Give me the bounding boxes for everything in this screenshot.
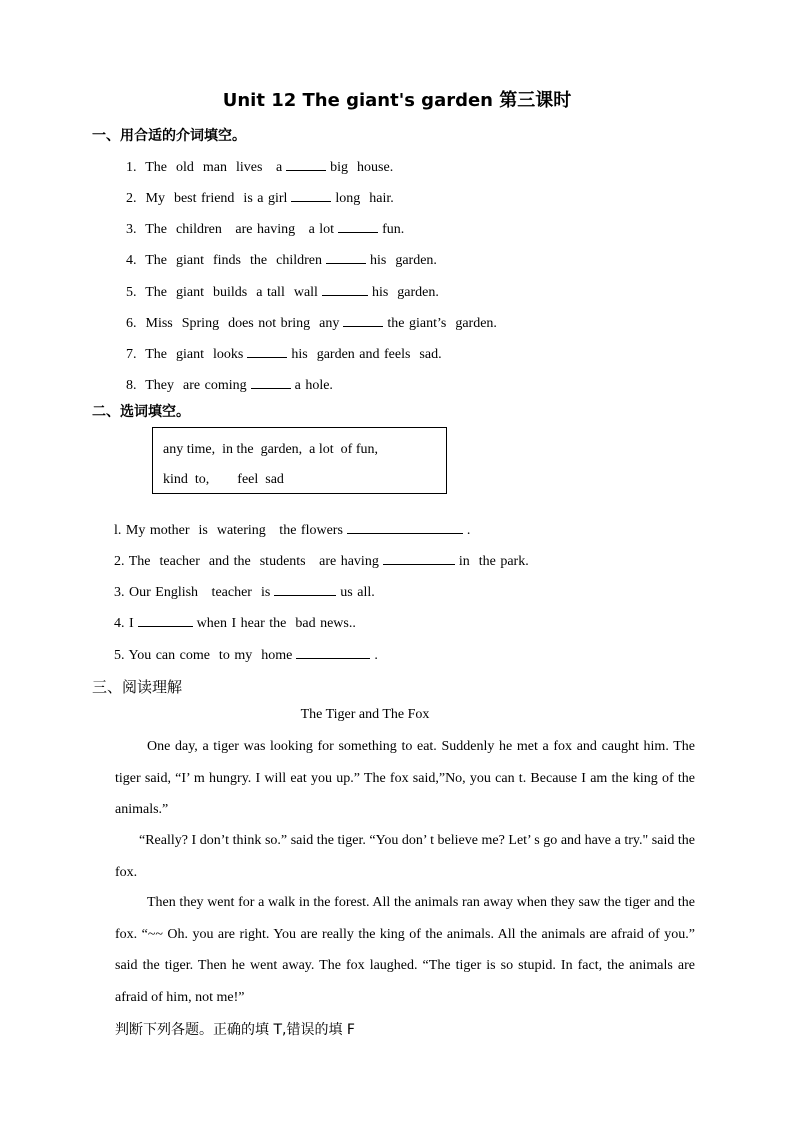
item-text-after: in the park. <box>458 554 529 569</box>
answer-blank[interactable] <box>326 251 366 264</box>
section3-heading: 三、阅读理解 <box>92 678 183 696</box>
item-text-before: 2. The teacher and the students are having <box>114 554 379 569</box>
item-number: 7. <box>126 347 146 362</box>
item-text-before: 5. You can come to my home <box>114 648 293 663</box>
item-text-before: They are coming <box>145 378 247 393</box>
word-bank-line-2: kind to, feel sad <box>163 472 284 487</box>
answer-blank[interactable] <box>251 376 291 389</box>
answer-blank[interactable] <box>286 158 326 171</box>
section1-item <box>126 314 497 332</box>
answer-blank[interactable] <box>338 220 378 233</box>
item-text-after: us all. <box>340 585 375 600</box>
section1-heading: 一、用合适的介词填空。 <box>92 128 246 144</box>
item-number: 1. <box>126 160 146 175</box>
item-text-before: The giant looks <box>145 347 244 362</box>
section1-item <box>126 251 437 269</box>
item-text-before: The giant builds a tall wall <box>145 285 318 300</box>
item-text-after: big house. <box>330 160 394 175</box>
item-text-after: . <box>466 523 471 538</box>
item-text-after: his garden and feels sad. <box>291 347 442 362</box>
item-number: 3. <box>126 222 146 237</box>
answer-blank[interactable] <box>291 189 331 202</box>
item-text-before: 4. I <box>114 616 134 631</box>
item-number: 4. <box>126 253 146 268</box>
section2-item <box>114 583 375 601</box>
section1-item <box>126 376 333 394</box>
section2-heading: 二、选词填空。 <box>92 404 190 420</box>
item-text-after: a hole. <box>294 378 333 393</box>
item-text-after: his garden. <box>369 253 437 268</box>
answer-blank[interactable] <box>383 552 455 565</box>
item-number: 5. <box>126 285 146 300</box>
answer-blank[interactable] <box>296 646 370 659</box>
story-paragraph-3: Then they went for a walk in the forest. All the animals ran away when they saw the tiger and the fox. “~~ Oh. you are right. You are really the king of the animals. All the animals are afraid of you.” said the tiger. Then he went away. The fox laughed. “The tiger is so stupid. In fact, the animals are afraid of him, not me!” <box>115 895 695 1005</box>
answer-blank[interactable] <box>274 583 336 596</box>
section2-item <box>114 552 529 570</box>
item-number: 2. <box>126 191 146 206</box>
word-bank-line-1: any time, in the garden, a lot of fun, <box>163 442 378 457</box>
section2-item <box>114 646 378 664</box>
page-title: Unit 12 The giant's garden 第三课时 <box>222 90 572 111</box>
story-paragraph-2: “Really? I don’t think so.” said the tiger. “You don’ t believe me? Let’ s go and have a try." said the fox. <box>115 833 695 880</box>
item-text-after: when I hear the bad news.. <box>196 616 356 631</box>
judge-instruction: 判断下列各题。正确的填 T,错误的填 F <box>115 1022 355 1038</box>
item-text-after: his garden. <box>371 285 439 300</box>
item-text-after: the giant’s garden. <box>387 316 497 331</box>
item-number: 6. <box>126 316 146 331</box>
section2-item <box>114 614 356 632</box>
item-text-after: long hair. <box>335 191 394 206</box>
section1-item <box>126 189 394 207</box>
story-paragraph-1: One day, a tiger was looking for something to eat. Suddenly he met a fox and caught him. The tiger said, “I’ m hungry. I will eat you up.” The fox said,”No, you can t. Because I am the king of the animals.” <box>115 739 695 817</box>
answer-blank[interactable] <box>322 283 368 296</box>
word-bank-box <box>152 427 447 494</box>
item-text-before: 3. Our English teacher is <box>114 585 271 600</box>
item-text-before: Miss Spring does not bring any <box>145 316 340 331</box>
section2-item <box>114 521 470 539</box>
item-text-after: fun. <box>382 222 405 237</box>
section1-item <box>126 283 439 301</box>
item-text-before: My best friend is a girl <box>145 191 288 206</box>
answer-blank[interactable] <box>347 521 463 534</box>
answer-blank[interactable] <box>343 314 383 327</box>
item-number: 8. <box>126 378 146 393</box>
answer-blank[interactable] <box>247 345 287 358</box>
section1-item <box>126 158 393 176</box>
item-text-before: The children are having a lot <box>145 222 335 237</box>
section1-item <box>126 345 442 363</box>
answer-blank[interactable] <box>138 614 193 627</box>
story-title: The Tiger and The Fox <box>300 707 430 722</box>
section1-item <box>126 220 404 238</box>
item-text-after: . <box>374 648 378 663</box>
item-text-before: The old man lives a <box>145 160 283 175</box>
item-text-before: l. My mother is watering the flowers <box>114 523 343 538</box>
item-text-before: The giant finds the children <box>145 253 322 268</box>
